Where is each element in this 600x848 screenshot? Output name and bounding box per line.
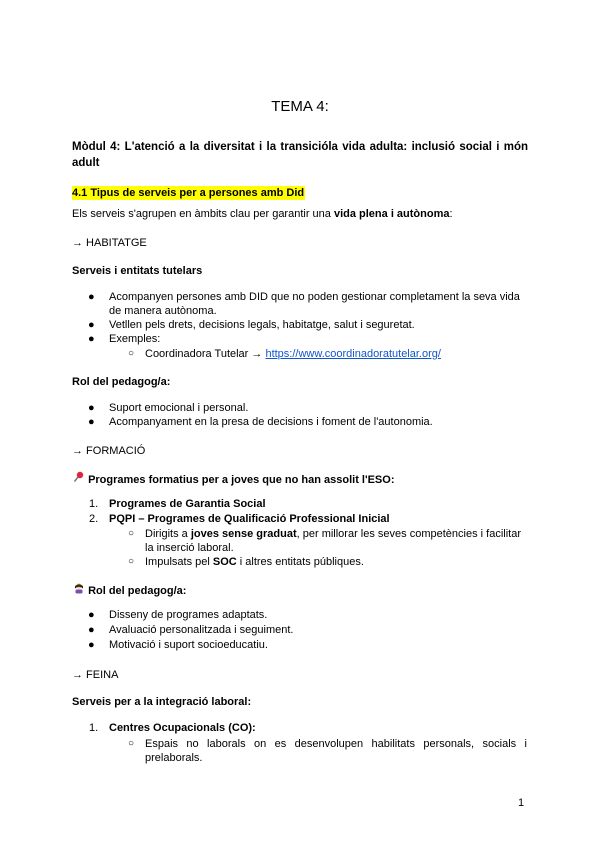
sub-text: Dirigits a (145, 528, 191, 540)
sub-item (145, 555, 527, 569)
pushpin-icon (72, 471, 85, 487)
numbered-item: Centres Ocupacionals (CO): (109, 722, 256, 734)
sub-item (145, 527, 527, 555)
teacher-icon-graphic (73, 582, 85, 594)
bullet-icon: ● (88, 333, 95, 345)
habitatge-heading: Serveis i entitats tutelars (72, 265, 203, 277)
sub-text-end: i altres entitats públiques. (236, 556, 364, 568)
intro-paragraph (72, 207, 453, 221)
number-2: 2. (89, 513, 99, 525)
example-text: Coordinadora Tutelar → (145, 348, 266, 360)
formacio-arrow: → FORMACIÓ (72, 445, 146, 457)
sub-bold: SOC (212, 556, 237, 568)
bullet-icon: ● (88, 639, 95, 651)
habitatge-arrow: → HABITATGE (72, 237, 147, 249)
list-item: Acompanyament en la presa de decisions i foment de l'autonomia. (109, 416, 433, 428)
bullet-icon: ● (88, 291, 95, 303)
list-item: Vetllen pels drets, decisions legals, habitatge, salut i seguretat. (109, 319, 415, 331)
circle-bullet-icon: ○ (128, 738, 135, 749)
numbered-item: PQPI – Programes de Qualificació Professional Inicial (109, 513, 390, 525)
bullet-icon: ● (88, 402, 95, 414)
circle-bullet-icon: ○ (128, 528, 135, 539)
bullet-icon: ● (88, 609, 95, 621)
circle-bullet-icon: ○ (128, 348, 135, 359)
formacio-heading: Programes formatius per a joves que no han assolit l'ESO: (88, 474, 395, 486)
intro-text: Els serveis s'agrupen en àmbits clau per garantir una (72, 208, 334, 220)
feina-heading: Serveis per a la integració laboral: (72, 696, 252, 708)
list-item: Avaluació personalitzada i seguiment. (109, 624, 294, 636)
bullet-icon: ● (88, 416, 95, 428)
example-item (145, 347, 527, 361)
number-1: 1. (89, 498, 99, 510)
habitatge-role-heading: Rol del pedagog/a: (72, 376, 171, 388)
list-item: Acompanyen persones amb DID que no poden gestionar completament la seva vida de manera autònoma. (109, 291, 520, 317)
sub-item: Espais no laborals on es desenvolupen habilitats personals, socials i prelaborals. (145, 738, 527, 764)
feina-arrow: → FEINA (72, 669, 119, 681)
sub-text-end: , per millorar les seves competències i facilitar la inserció laboral. (145, 528, 521, 554)
bullet-icon: ● (88, 319, 95, 331)
sub-text: Impulsats pel (145, 556, 213, 568)
list-item: Exemples: (109, 333, 161, 345)
numbered-item: Programes de Garantia Social (109, 498, 266, 510)
section-heading: 4.1 Tipus de serveis per a persones amb Did (72, 187, 305, 199)
formacio-heading-row (72, 471, 394, 487)
pushpin-icon-graphic (73, 471, 85, 483)
page-title: TEMA 4: (271, 98, 329, 115)
bullet-icon: ● (88, 624, 95, 636)
teacher-icon (72, 582, 85, 598)
formacio-role-heading: Rol del pedagog/a: (88, 585, 187, 597)
formacio-role-row (72, 582, 186, 598)
list-item: Motivació i suport socioeducatiu. (109, 639, 268, 651)
intro-end: : (449, 208, 453, 220)
list-item: Disseny de programes adaptats. (109, 609, 268, 621)
module-title: Mòdul 4: L'atenció a la diversitat i la transicióla vida adulta: inclusió social i món adult (72, 141, 528, 169)
page-number: 1 (518, 797, 525, 809)
coordinadora-link[interactable]: https://www.coordinadoratutelar.org/ (265, 348, 441, 360)
number-1: 1. (89, 722, 99, 734)
sub-bold: joves sense graduat (190, 528, 297, 540)
circle-bullet-icon: ○ (128, 556, 135, 567)
intro-bold: vida plena i autònoma (333, 208, 450, 220)
list-item: Suport emocional i personal. (109, 402, 249, 414)
